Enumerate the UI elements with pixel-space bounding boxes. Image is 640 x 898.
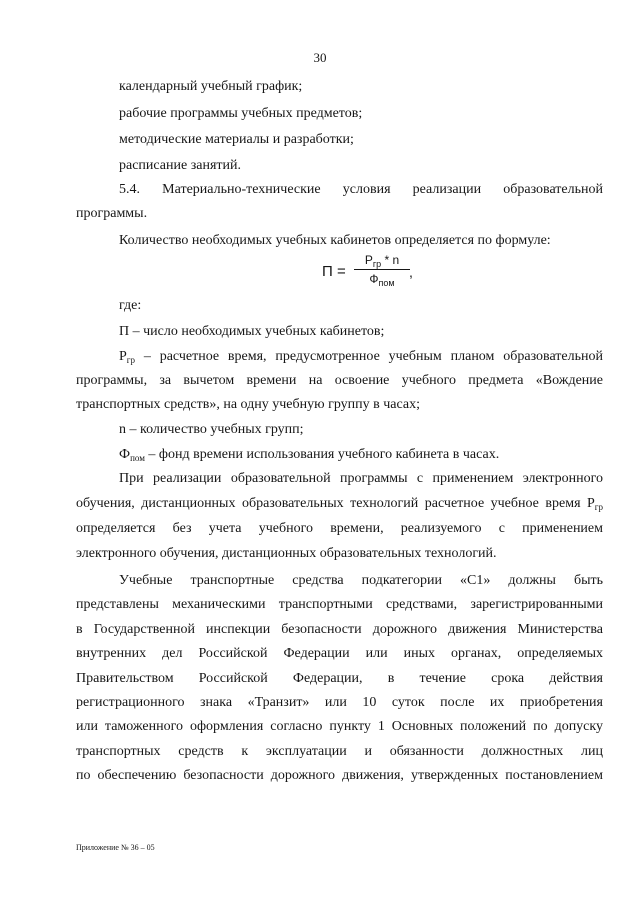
paragraph-vehicles-2: представлены механическими транспортными средствами, зарегистрированными xyxy=(76,597,603,612)
list-item-calendar: календарный учебный график; xyxy=(119,79,303,94)
section-5-4-heading: 5.4. Материально-технические условия реализации образовательной xyxy=(119,182,603,197)
fraction-bar xyxy=(354,269,410,270)
definition-r-cont-2: транспортных средств», на одну учебную группу в часах; xyxy=(76,397,420,412)
section-5-4-heading-cont: программы. xyxy=(76,206,148,221)
paragraph-vehicles-1: Учебные транспортные средства подкатегории «С1» должны быть xyxy=(119,573,603,588)
formula-numerator: $P_{гр}$ * n xyxy=(364,253,400,269)
formula-intro: Количество необходимых учебных кабинетов определяется по формуле: xyxy=(119,233,551,248)
definition-f: $Ф_{пом}$ – фонд времени использования учебного кабинета в часах. xyxy=(119,447,500,463)
formula-denominator: $Ф_{пом}$ xyxy=(369,272,395,288)
definition-p: П – число необходимых учебных кабинетов; xyxy=(119,324,385,339)
page-footer: Приложение № 36 – 05 xyxy=(76,843,155,852)
paragraph-electronic-1: При реализации образовательной программы с применением электронного xyxy=(119,471,603,486)
formula-fraction xyxy=(354,252,410,287)
paragraph-vehicles-4: внутренних дел Российской Федерации или иных органах, определяемых xyxy=(76,646,603,661)
paragraph-electronic-3: определяется без учета учебного времени, реализуемого с применением xyxy=(76,521,603,536)
definition-r-cont-1: программы, за вычетом времени на освоение учебного предмета «Вождение xyxy=(76,373,603,388)
paragraph-vehicles-7: или таможенного оформления согласно пункту 1 Основных положений по допуску xyxy=(76,719,603,734)
paragraph-vehicles-9: по обеспечению безопасности дорожного движения, утвержденных постановлением xyxy=(76,768,603,783)
formula-lhs: П = xyxy=(322,263,346,280)
paragraph-vehicles-6: регистрационного знака «Транзит» или 10 суток после их приобретения xyxy=(76,695,603,710)
page-number: 30 xyxy=(313,50,327,65)
paragraph-vehicles-8: транспортных средств к эксплуатации и обязанности должностных лиц xyxy=(76,744,603,759)
list-item-programs: рабочие программы учебных предметов; xyxy=(119,106,363,121)
paragraph-electronic-2: обучения, дистанционных образовательных технологий расчетное учебное время $Р_{гр}$ xyxy=(76,496,603,512)
paragraph-vehicles-3: в Государственной инспекции безопасности дорожного движения Министерства xyxy=(76,622,603,637)
formula-comma: , xyxy=(409,264,413,280)
list-item-materials: методические материалы и разработки; xyxy=(119,132,354,147)
definition-n: n – количество учебных групп; xyxy=(119,422,304,437)
list-item-schedule: расписание занятий. xyxy=(119,158,241,173)
definition-r: $Р_{гр}$ – расчетное время, предусмотренное учебным планом образовательной xyxy=(119,349,603,365)
cabinet-formula xyxy=(322,252,422,292)
paragraph-electronic-4: электронного обучения, дистанционных образовательных технологий. xyxy=(76,546,497,561)
paragraph-vehicles-5: Правительством Российской Федерации, в течение срока действия xyxy=(76,671,603,686)
where-label: где: xyxy=(119,298,142,313)
